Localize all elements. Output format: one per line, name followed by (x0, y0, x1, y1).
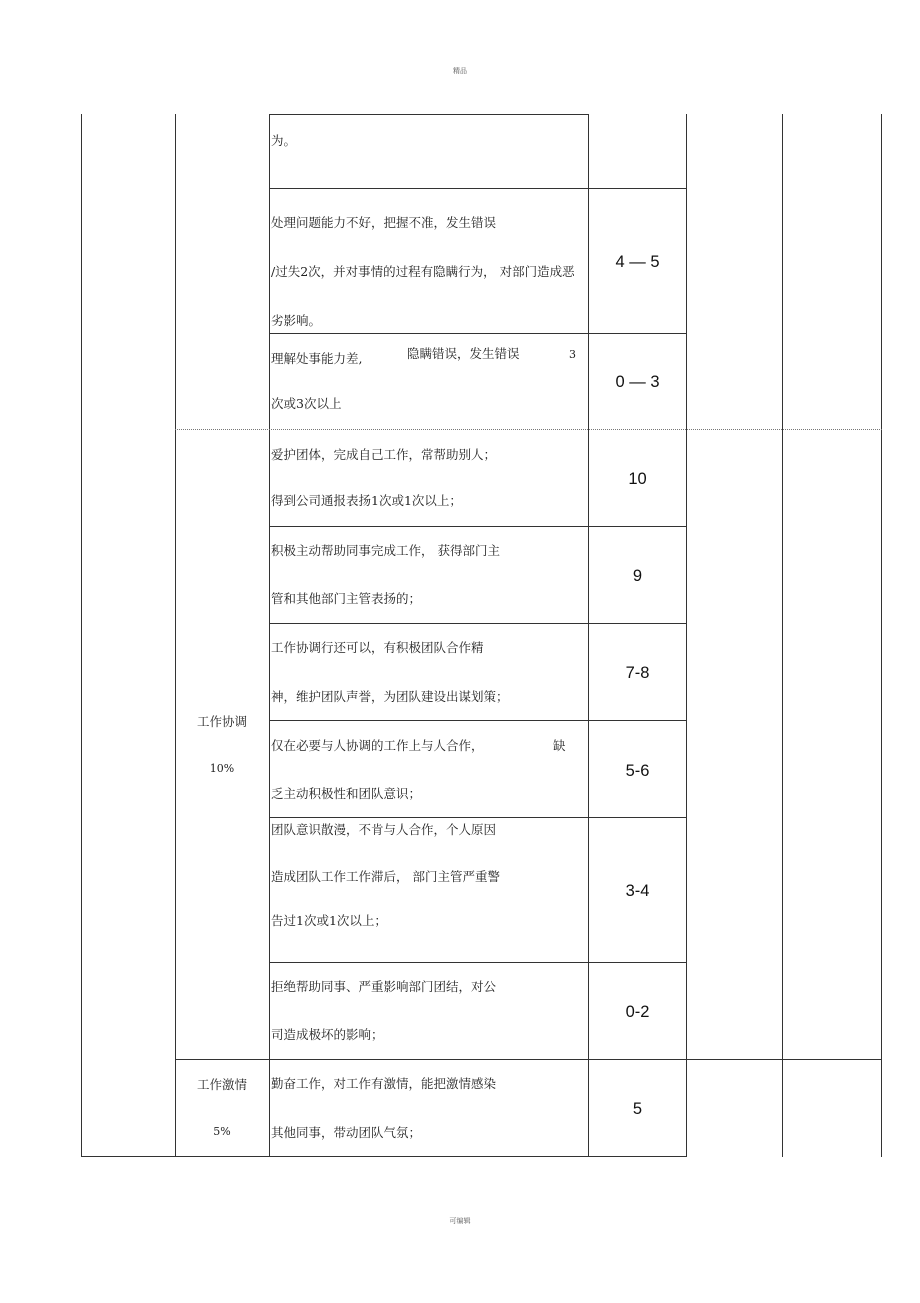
criteria-text: 积极主动帮助同事完成工作， 获得部门主 (271, 543, 500, 558)
criteria-text: 造成团队工作工作滞后， 部门主管严重警 (271, 869, 500, 884)
criteria-text: 拒绝帮助同事、严重影响部门团结，对公 (271, 979, 497, 994)
criteria-text: 次或3次以上 (271, 396, 342, 411)
table-border-right (881, 114, 882, 1157)
table-border-bottom (81, 1156, 687, 1157)
criteria-text: 劣影响。 (271, 313, 322, 328)
criteria-text: 爱护团体，完成自己工作，常帮助别人； (271, 447, 497, 462)
score-value: 0-2 (625, 1003, 650, 1021)
table-column-divider (175, 114, 176, 1157)
table-section-border (175, 429, 882, 430)
criteria-text: 工作协调行还可以，有积极团队合作精 (271, 640, 484, 655)
category-name: 工作协调 (196, 714, 247, 729)
criteria-text: 司造成极坏的影响； (271, 1027, 384, 1042)
criteria-text: 管和其他部门主管表扬的； (271, 591, 422, 606)
category-name: 工作激情 (196, 1077, 247, 1092)
score-value: 9 (632, 567, 643, 585)
criteria-text: 3 (569, 348, 576, 361)
score-value: 10 (628, 470, 647, 488)
table-column-divider (782, 114, 783, 1157)
table-column-divider (686, 114, 687, 1157)
table-row-border (269, 817, 687, 818)
table-border-left (81, 114, 82, 1157)
table-column-divider (269, 114, 270, 1157)
score-value: 5-6 (625, 762, 650, 780)
score-value: 5 (632, 1100, 643, 1118)
criteria-text: 仅在必要与人协调的工作上与人合作， (271, 738, 484, 753)
score-value: 4 — 5 (615, 253, 660, 271)
criteria-text: 处理问题能力不好，把握不准，发生错误 (271, 215, 497, 230)
table-row-border (269, 962, 687, 963)
table-row-border (269, 333, 687, 334)
criteria-text: 乏主动积极性和团队意识； (271, 786, 422, 801)
score-value: 7-8 (625, 664, 650, 682)
criteria-text: 神，维护团队声誉，为团队建设出谋划策； (271, 689, 509, 704)
table-row-border (269, 623, 687, 624)
criteria-text: 隐瞒错误，发生错误 (407, 346, 520, 361)
score-value: 3-4 (625, 882, 650, 900)
table-row-border (269, 526, 687, 527)
table-row-border (269, 114, 589, 115)
page-footer: 可编辑 (449, 1217, 471, 1225)
criteria-text: 团队意识散漫，不肯与人合作，个人原因 (271, 822, 497, 837)
criteria-text: 其他同事，带动团队气氛； (271, 1125, 422, 1140)
table-row-border (269, 720, 687, 721)
criteria-text: 为。 (271, 133, 297, 148)
score-value: 0 — 3 (615, 373, 660, 391)
criteria-text: 勤奋工作，对工作有激情，能把激情感染 (271, 1076, 497, 1091)
criteria-text: 理解处事能力差, (271, 351, 363, 366)
category-weight: 10% (209, 762, 235, 775)
criteria-text: /过失2次，并对事情的过程有隐瞒行为， 对部门造成恶 (271, 264, 575, 279)
category-weight: 5% (213, 1125, 231, 1138)
table-section-border (175, 1059, 882, 1060)
criteria-text: 告过1次或1次以上； (271, 913, 387, 928)
criteria-text: 得到公司通报表扬1次或1次以上； (271, 493, 462, 508)
table-row-border (269, 188, 687, 189)
page-header: 精品 (453, 67, 467, 75)
criteria-text: 缺 (553, 738, 566, 753)
